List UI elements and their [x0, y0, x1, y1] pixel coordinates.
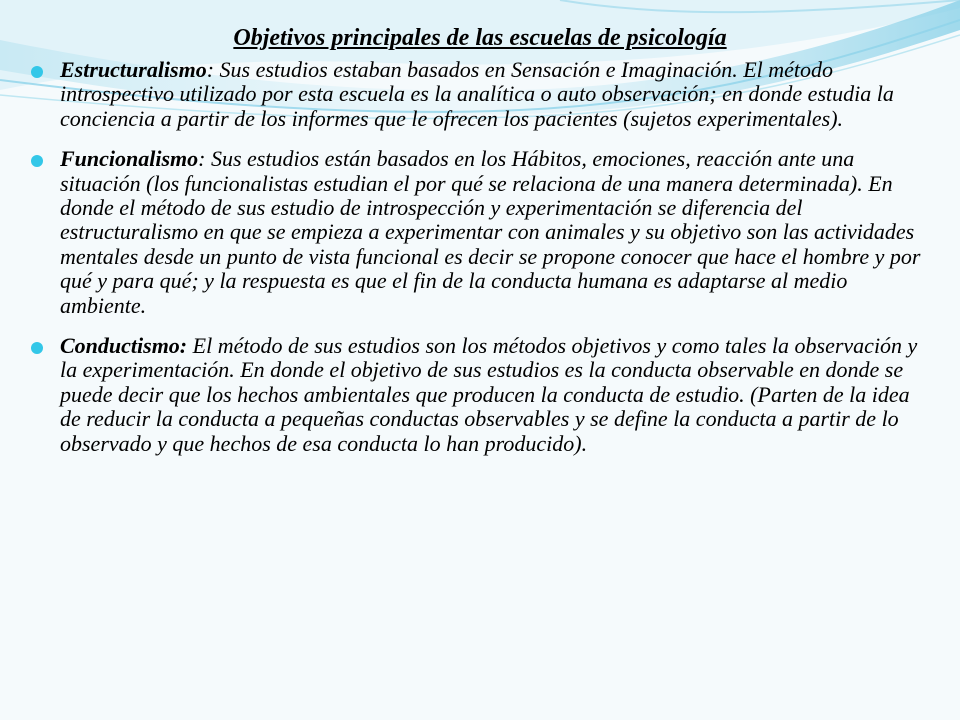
- bullet-dot-icon: [31, 342, 43, 354]
- bullet-dot-icon: [31, 155, 43, 167]
- bullet-term: Conductismo:: [60, 333, 188, 359]
- bullet-funcionalismo: [28, 147, 932, 318]
- bullet-separator: :: [206, 57, 220, 82]
- bullet-dot-icon: [31, 66, 43, 78]
- bullet-text: Sus estudios están basados en los Hábitos, emociones, reacción ante una situación (los funcionalistas estudian el por qué se relaciona de una manera determinada). En donde el método de sus estudio de introspección y experimentación se diferencia del estructuralismo en que se empieza a experimentar con animales y su objetivo son las actividades mentales desde un punto de vista funcional es decir se propone conocer que hace el hombre y por qué y para qué; y la respuesta es que el fin de la conducta humana es adaptarse al medio ambiente.: [60, 146, 921, 318]
- bullet-estructuralismo: [28, 58, 932, 131]
- bullet-separator: :: [198, 146, 211, 172]
- bullet-conductismo: [28, 334, 932, 456]
- bullet-list: [28, 58, 932, 456]
- bullet-text: El método de sus estudios son los métodos objetivos y como tales la observación y la experimentación. En donde el objetivo de sus estudios es la conducta observable en donde se puede decir que los hechos ambientales que producen la conducta de estudio. (Parten de la idea de reducir la conducta a pequeñas conductas observables y se define la conducta a partir de lo observado y que hechos de esa conducta lo han producido).: [60, 333, 918, 456]
- bullet-term: Estructuralismo: [60, 57, 207, 82]
- bullet-text: Sus estudios estaban basados en Sensación e Imaginación. El método introspectivo utilizado por esta escuela es la analítica o auto observación; en donde estudia la conciencia a partir de los informes que le ofrecen los pacientes (sujetos experimentales).: [60, 57, 894, 131]
- bullet-term: Funcionalismo: [60, 146, 199, 172]
- slide-title: Objetivos principales de las escuelas de psicología: [233, 25, 727, 51]
